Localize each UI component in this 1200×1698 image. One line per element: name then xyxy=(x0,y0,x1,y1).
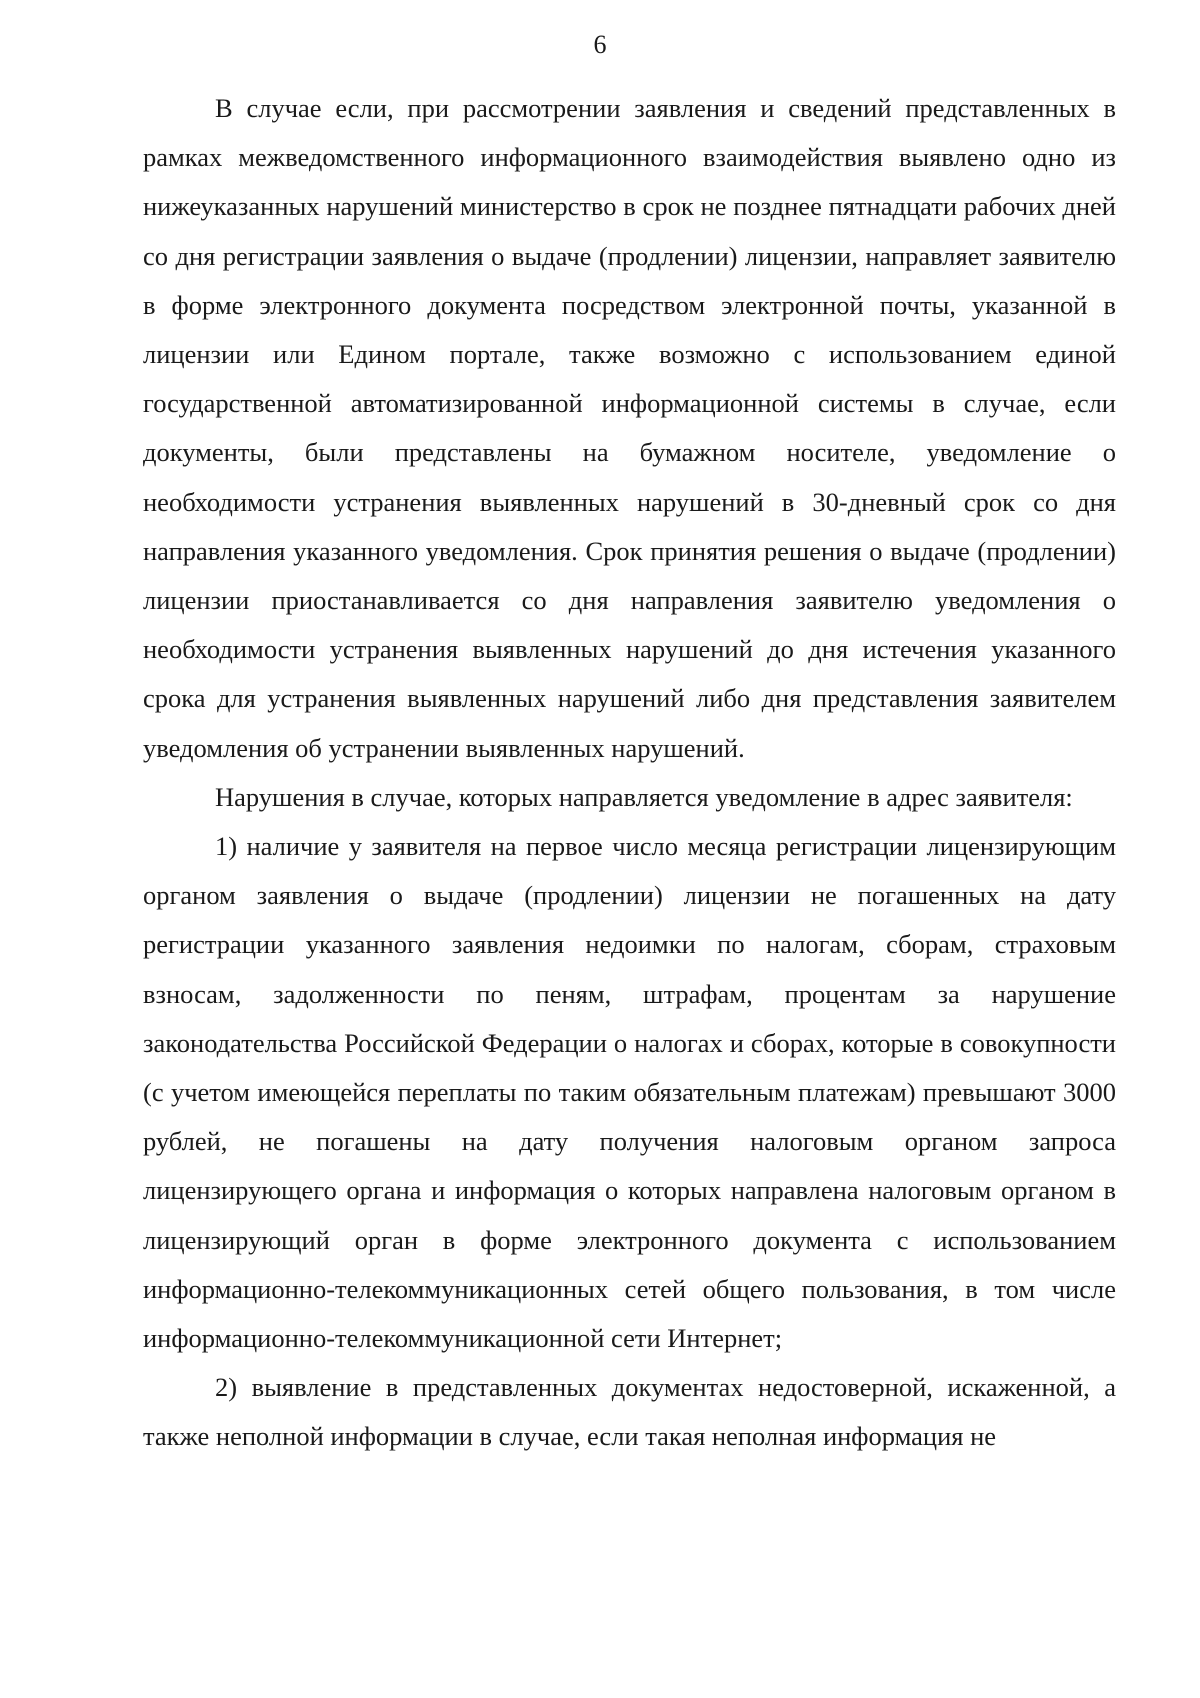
paragraph-violations-intro: Нарушения в случае, которых направляется уведомление в адрес заявителя: xyxy=(215,781,1073,812)
page-number: 6 xyxy=(593,30,607,59)
paragraph-notification-procedure: В случае если, при рассмотрении заявления и сведений представленных в рамках межведомственного информационного взаимодействия выявлено одно из нижеуказанных нарушений министерство в срок не позднее пятнадцати рабочих дней со дня регистрации заявления о выдаче (продлении) лицензии, направляет заявителю в форме электронного документа посредством электронной почты, указанной в лицензии или Едином портале, также возможно с использованием единой государственной автоматизированной информационной системы в случае, если документы, были представлены на бумажном носителе, уведомление о необходимости устранения выявленных нарушений в 30-дневный срок со дня направления указанного уведомления. Срок принятия решения о выдаче (продлении) лицензии приостанавливается со дня направления заявителю уведомления о необходимости устранения выявленных нарушений до дня истечения указанного срока для устранения выявленных нарушений либо дня представления заявителем уведомления об устранении выявленных нарушений. xyxy=(143,93,1116,763)
paragraph-violation-1-tax-arrears: 1) наличие у заявителя на первое число месяца регистрации лицензирующим органом заявления о выдаче (продлении) лицензии не погашенных на дату регистрации указанного заявления недоимки по налогам, сборам, страховым взносам, задолженности по пеням, штрафам, процентам за нарушение законодательства Российской Федерации о налогах и сборах, которые в совокупности (с учетом имеющейся переплаты по таким обязательным платежам) превышают 3000 рублей, не погашены на дату получения налоговым органом запроса лицензирующего органа и информация о которых направлена налоговым органом в лицензирующий орган в форме электронного документа с использованием информационно-телекоммуникационных сетей общего пользования, в том числе информационно-телекоммуникационной сети Интернет; xyxy=(143,831,1116,1354)
document-body xyxy=(143,84,1116,1462)
paragraph-violation-2-inaccurate-info: 2) выявление в представленных документах недостоверной, искаженной, а также неполной информации в случае, если такая неполная информация не xyxy=(143,1372,1116,1452)
